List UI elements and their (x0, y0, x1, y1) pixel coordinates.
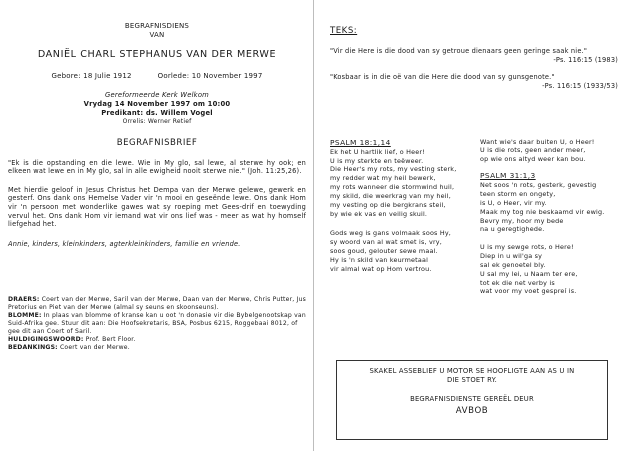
thanks-row (8, 344, 306, 352)
tribute-label: HULDIGINGSWOORD: (8, 336, 84, 344)
verse-2-text: "Kosbaar is in die oë van die Here die dood van sy gunsgenote." (330, 73, 555, 82)
psalm-column-left (330, 138, 468, 297)
service-details (8, 91, 306, 126)
psalm-line: U sal my lei, u Naam ter ere, (480, 269, 578, 278)
verse-1-reference: -Ps. 116:15 (1983) (553, 56, 618, 65)
psalm-line: Ek het U hartlik lief, o Heer! (330, 147, 425, 156)
psalm-1-title: PSALM 18:1,14 (330, 137, 391, 147)
thanks-text: Coert van der Merwe. (59, 344, 130, 352)
service-date-time: Vrydag 14 November 1997 om 10:00 (83, 99, 231, 108)
flowers-row (8, 312, 306, 336)
psalm-line: Die Heer's my rots, my vesting sterk, (330, 165, 457, 174)
stanza-gap (480, 234, 618, 243)
psalm-line: Bevry my, hoor my bede (480, 216, 564, 225)
verse-1-text: "Vir die Here is die dood van sy getroue dienaars geen geringe saak nie." (330, 47, 588, 56)
verse-2 (330, 73, 618, 91)
bearers-text: Coert van der Merwe, Saril van der Merwe, Daan van der Merwe, Chris Putter, Jus Pretorius en Piet van der Merwe (almal sy seuns en skoonseuns). (8, 296, 307, 312)
psalm-line: my rots wanneer die stormwind huil, (330, 183, 455, 192)
bearers-label: DRAERS: (8, 296, 40, 304)
stanza-gap (330, 218, 468, 229)
psalm-line: Want wie's daar buiten U, o Heer! (480, 137, 595, 146)
organist: Orrelis: Werner Retief (122, 117, 192, 125)
psalm-line: U is die rots, geen ander meer, (480, 146, 586, 155)
psalm-line: Diep in u wil'ga sy (480, 252, 543, 261)
psalm-line: my redder wat my heil bewerk, (330, 174, 436, 183)
psalm-line: my skild, die weerkrag van my heil, (330, 191, 451, 200)
psalm-line: vir almal wat op Hom vertrou. (330, 264, 432, 273)
psalm-line: op wie ons altyd weer kan bou. (480, 155, 586, 164)
flowers-label: BLOMME: (8, 312, 42, 320)
thanks-label: BEDANKINGS: (8, 344, 58, 352)
psalm-line: Net soos 'n rots, gesterk, gevestig (480, 181, 597, 190)
born-date: Gebore: 18 Julie 1912 (51, 71, 132, 80)
psalm-line: soos goud, gelouter sewe maal. (330, 247, 438, 256)
psalm-2-title: PSALM 31:1,3 (480, 171, 536, 181)
letter-paragraph-1: "Ek is die opstanding en die lewe. Wie in My glo, sal lewe, al sterwe hy ook; en elkeen wat lewe en in My glo, sal in alle ewigheid nooit sterwe nie." (Joh. 11:25,26). (8, 158, 306, 176)
tribute-row (8, 336, 306, 344)
psalm-column-right (480, 138, 618, 297)
psalm-line: Hy is 'n skild van keurmetaal (330, 255, 429, 264)
psalms-section (330, 138, 618, 297)
notice-line-2: DIE STOET RY. (447, 376, 497, 385)
notice-box (336, 360, 608, 440)
psalm-line: na u geregtighede. (480, 225, 545, 234)
header-line-2: VAN (149, 31, 165, 40)
psalm-line: my vesting op die bergkrans steil, (330, 200, 446, 209)
psalm-line: is U, o Heer, vir my. (480, 198, 547, 207)
psalm-line: Maak my tog nie beskaamd vir ewig. (480, 207, 605, 216)
verse-2-reference: -Ps. 116:15 (1933/53) (542, 82, 618, 91)
verse-1 (330, 47, 618, 65)
psalm-line: sal ek genoetel bly. (480, 260, 546, 269)
letter-paragraph-2: Met hierdie geloof in Jesus Christus het Dempa van der Merwe gelewe, gewerk en gesterf. Ons dank ons Hemelse Vader vir 'n mooi en geseënde lewe. Ons dank Hom vir 'n persoon met wonderlike gawes wat sy roeping met Gees-drif en toewyding vervul het. Ons dank Hom vir iemand wat vir ons lief was - meer as wat hy homself liefgehad het. (8, 185, 306, 229)
left-panel (8, 22, 306, 352)
psalm-line: sy woord van al wat smet is, vry, (330, 238, 442, 247)
church-name: Gereformeerde Kerk Welkom (105, 90, 209, 99)
life-dates (8, 72, 306, 81)
bearers-row (8, 296, 306, 312)
notice-line-1: SKAKEL ASSEBLIEF U MOTOR SE HOOFLIGTE AAN AS U IN (369, 367, 575, 375)
died-date: Oorlede: 10 November 1997 (157, 71, 263, 80)
psalm-line: U is my sterkte en teëweer. (330, 156, 424, 165)
teks-title: TEKS: (330, 26, 358, 36)
tribute-text: Prof. Bert Floor. (85, 336, 136, 344)
services-line: BEGRAFNISDIENSTE GEREËL DEUR (410, 395, 534, 404)
psalm-line: tot ek die net verby is (480, 278, 555, 287)
right-panel (330, 26, 618, 296)
preacher: Predikant: ds. Willem Vogel (101, 108, 213, 117)
avbob-name: AVBOB (455, 405, 489, 416)
psalm-line: U is my sewge rots, o Here! (480, 243, 574, 252)
family-line: Annie, kinders, kleinkinders, agterkleinkinders, familie en vriende. (8, 239, 241, 248)
flowers-text: In plaas van blomme of kranse kan u oot 'n donasie vir die Bybelgenootskap van Suid-Afrika gee. Stuur dit aan: Die Hoofsekretaris, BSA, Posbus 6215, Roggebaai 8012, of gee dit aan Coert of Saril. (8, 312, 306, 336)
page-fold-divider (313, 0, 314, 451)
psalm-line: teen storm en ongety, (480, 190, 556, 199)
stanza-gap (480, 164, 618, 171)
psalm-line: Gods weg is gans volmaak soos Hy, (330, 229, 452, 238)
arrangements (8, 296, 306, 352)
psalm-line: by wie ek vas en veilig skuil. (330, 209, 428, 218)
psalm-line: wat voor my voet gespreí is. (480, 287, 577, 296)
header-line-1: BEGRAFNISDIENS (124, 22, 190, 30)
letter-heading: BEGRAFNISBRIEF (116, 137, 198, 148)
deceased-name: DANIËL CHARL STEPHANUS VAN DER MERWE (37, 49, 277, 61)
